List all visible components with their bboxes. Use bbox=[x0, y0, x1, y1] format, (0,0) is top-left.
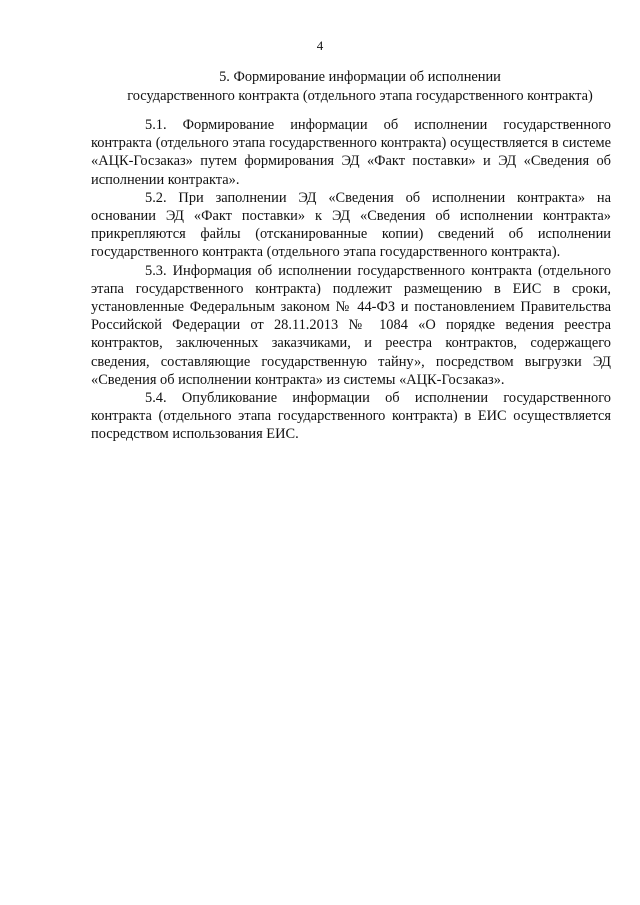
page-number: 4 bbox=[316, 38, 324, 53]
paragraph-5-2: 5.2. При заполнении ЭД «Сведения об исполнении контракта» на основании ЭД «Факт поставки» к ЭД «Сведения об исполнении контракта» прикрепляются файлы (отсканированные копии) сведений об исполнении государственного контракта (отдельного этапа государственного контракта). bbox=[91, 189, 611, 261]
section-heading-line-2: государственного контракта (отдельного этапа государственного контракта) bbox=[127, 87, 593, 104]
paragraph-5-3: 5.3. Информация об исполнении государственного контракта (отдельного этапа государственного контракта) подлежит размещению в ЕИС в сроки, установленные Федеральным законом № 44-ФЗ и постановлением Правительства Российской Федерации от 28.11.2013 № 1084 «О порядке ведения реестра контрактов, заключенных заказчиками, и реестра контрактов, содержащего сведения, составляющие государственную тайну», посредством выгрузки ЭД «Сведения об исполнении контракта» из системы «АЦК-Госзаказ». bbox=[91, 262, 611, 388]
section-heading bbox=[60, 68, 640, 105]
document-body bbox=[91, 116, 611, 444]
section-heading-line-1: 5. Формирование информации об исполнении bbox=[219, 69, 501, 85]
paragraph-5-4: 5.4. Опубликование информации об исполнении государственного контракта (отдельного этапа государственного контракта) в ЕИС осуществляется посредством использования ЕИС. bbox=[91, 390, 611, 443]
paragraph-5-1: 5.1. Формирование информации об исполнении государственного контракта (отдельного этапа государственного контракта) осуществляется в системе «АЦК-Госзаказ» путем формирования ЭД «Факт поставки» и ЭД «Сведения об исполнении контракта». bbox=[91, 117, 611, 188]
